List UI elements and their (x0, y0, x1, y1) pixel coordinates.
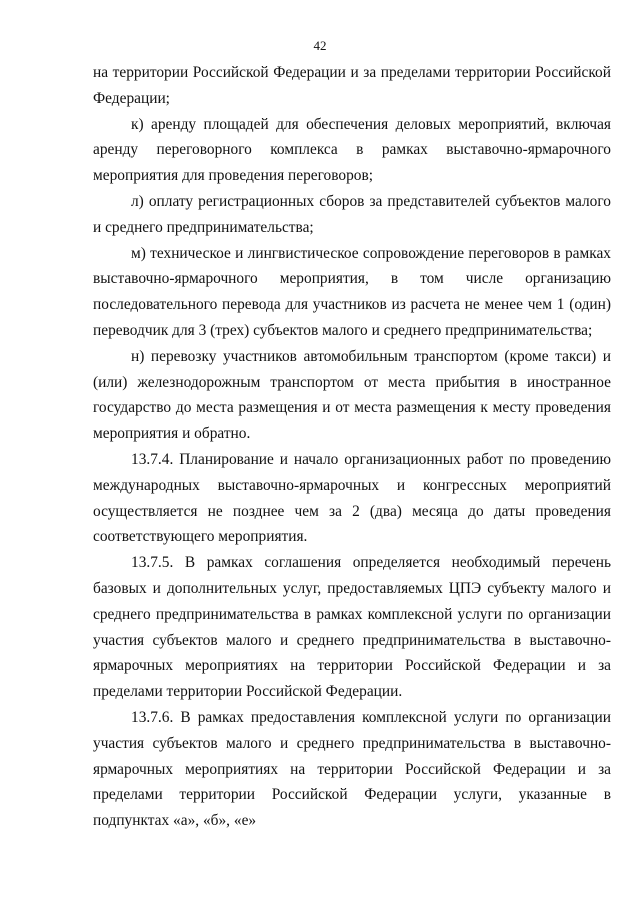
paragraph-item-m: м) техническое и лингвистическое сопровождение переговоров в рамках выставочно-ярмарочного мероприятия, в том числе организацию последовательного перевода для участников из расчета не менее чем 1 (один) переводчик для 3 (трех) субъектов малого и среднего предпринимательства; (93, 244, 611, 339)
page-number: 42 (313, 38, 327, 53)
paragraph-item-l: л) оплату регистрационных сборов за представителей субъектов малого и среднего предпринимательства; (93, 192, 611, 236)
paragraph-13-7-5: 13.7.5. В рамках соглашения определяется необходимый перечень базовых и дополнительных услуг, предоставляемых ЦПЭ субъекту малого и среднего предпринимательства в рамках комплексной услуги по организации участия субъектов малого и среднего предпринимательства в выставочно-ярмарочных мероприятиях на территории Российской Федерации и за пределами территории Российской Федерации. (93, 554, 611, 701)
paragraph-13-7-4: 13.7.4. Планирование и начало организационных работ по проведению международных выставочно-ярмарочных и конгрессных мероприятий осуществляется не позднее чем за 2 (два) месяца до даты проведения соответствующего мероприятия. (93, 450, 611, 546)
paragraph-item-n: н) перевозку участников автомобильным транспортом (кроме такси) и (или) железнодорожным транспортом от места прибытия в иностранное государство до места размещения и от места размещения к месту проведения мероприятия и обратно. (93, 347, 611, 443)
paragraph-13-7-6: 13.7.6. В рамках предоставления комплексной услуги по организации участия субъектов малого и среднего предпринимательства в выставочно-ярмарочных мероприятиях на территории Российской Федерации и за пределами территории Российской Федерации услуги, указанные в подпунктах «а», «б», «е» (93, 708, 611, 830)
paragraph-continuation: на территории Российской Федерации и за пределами территории Российской Федерации; (93, 64, 611, 107)
document-body (93, 60, 611, 834)
paragraph-item-k: к) аренду площадей для обеспечения деловых мероприятий, включая аренду переговорного комплекса в рамках выставочно-ярмарочного мероприятия для проведения переговоров; (93, 115, 611, 185)
